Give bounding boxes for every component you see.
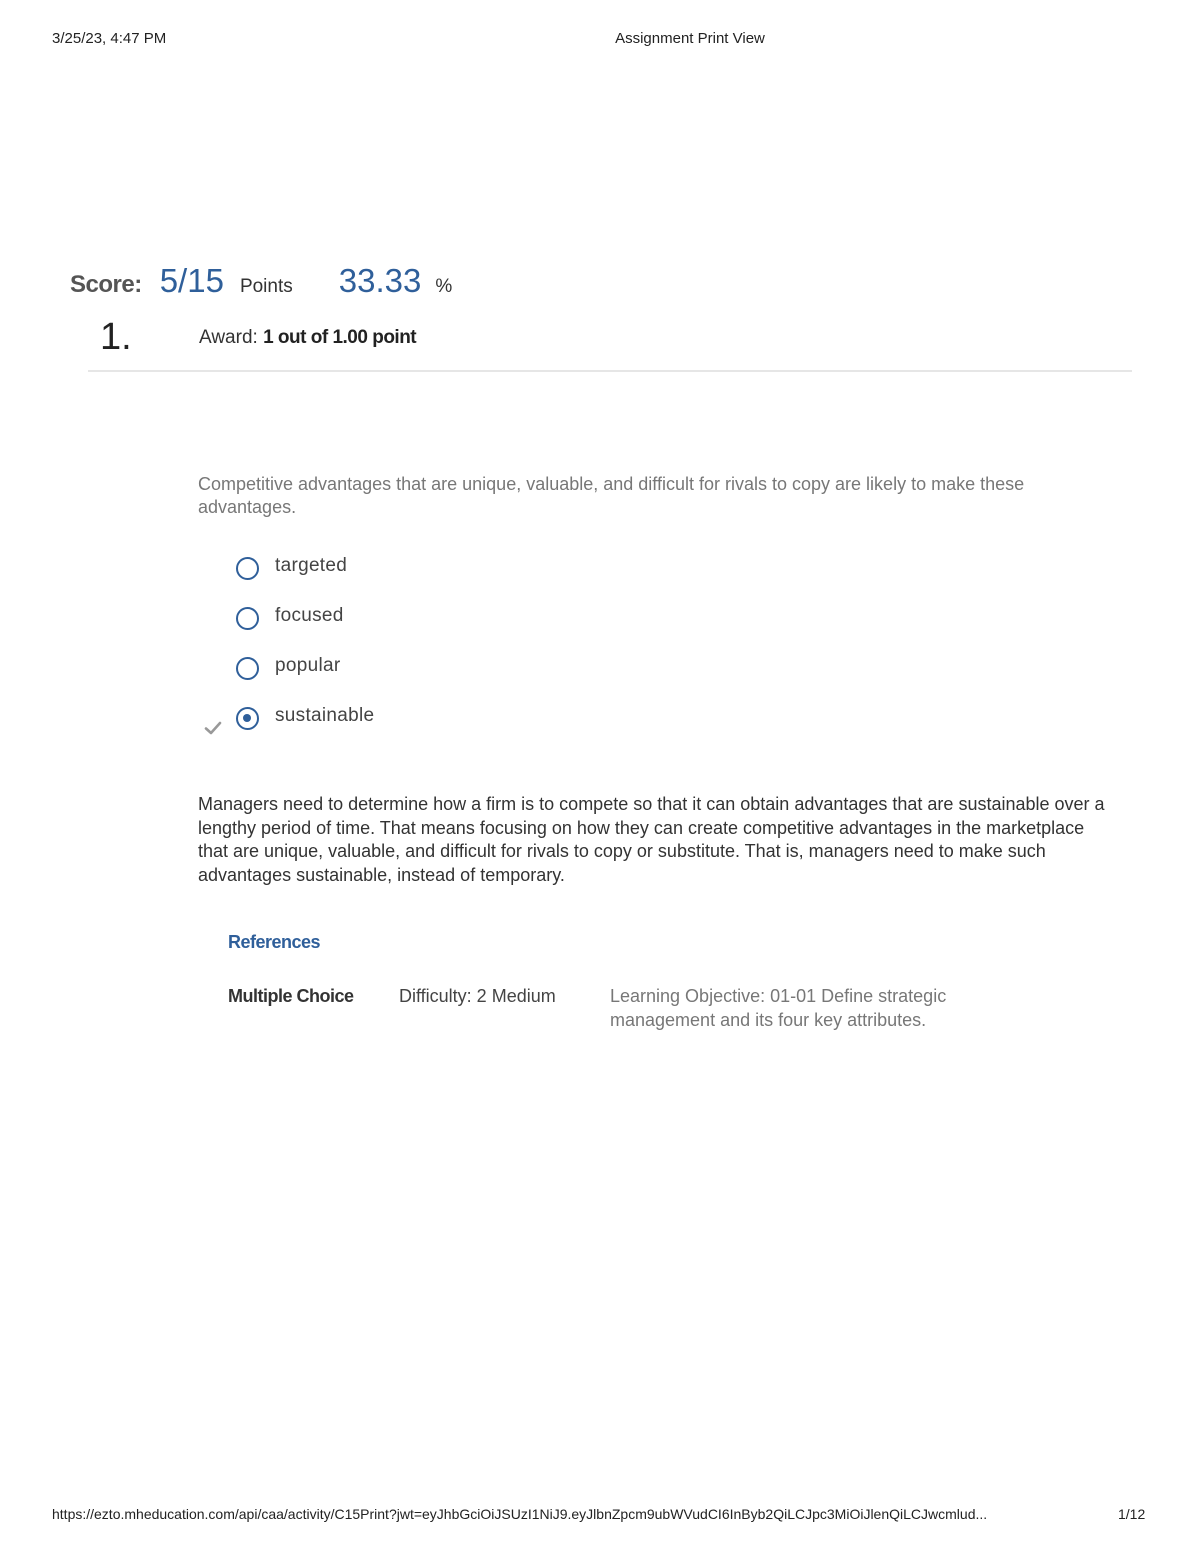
- print-date: 3/25/23, 4:47 PM: [52, 30, 167, 47]
- score-percent-unit: %: [435, 276, 453, 297]
- radio-button[interactable]: [236, 607, 259, 630]
- score-points: 5/15: [159, 262, 224, 299]
- print-url: https://ezto.mheducation.com/api/caa/activity/C15Print?jwt=eyJhbGciOiJSUzI1NiJ9.eyJlbnZpcm9ubWVudCI6InByb2QiLCJpc3MiOiJlenQiLCJwcmlud...: [52, 1506, 988, 1522]
- references-link[interactable]: References: [228, 932, 321, 952]
- award: [199, 327, 416, 349]
- learning-objective: Learning Objective: 01-01 Define strategic management and its four key attributes.: [610, 986, 947, 1030]
- divider: [88, 370, 1132, 372]
- score-percent: 33.33: [338, 262, 422, 299]
- award-value: 1 out of 1.00 point: [263, 327, 417, 348]
- radio-button-selected[interactable]: [236, 707, 259, 730]
- print-title: Assignment Print View: [615, 30, 765, 47]
- score-label: Score:: [70, 271, 142, 298]
- score-points-unit: Points: [239, 276, 293, 297]
- question-type: Multiple Choice: [228, 986, 354, 1006]
- radio-button[interactable]: [236, 657, 259, 680]
- option-label: focused: [275, 605, 344, 626]
- option-label: popular: [275, 655, 341, 676]
- difficulty: Difficulty: 2 Medium: [399, 986, 556, 1006]
- question-number: 1.: [100, 316, 132, 358]
- radio-button[interactable]: [236, 557, 259, 580]
- award-label: Award:: [199, 327, 258, 348]
- page-number: 1/12: [1118, 1506, 1146, 1522]
- option-label: sustainable: [275, 705, 375, 726]
- checkmark-icon: [204, 719, 222, 737]
- explanation-text: Managers need to determine how a firm is to compete so that it can obtain advantages that are sustainable over a lengthy period of time. That means focusing on how they can create competitive advantages in the marketplace that are unique, valuable, and difficult for rivals to copy or substitute. That is, managers need to make such advantages sustainable, instead of temporary.: [198, 794, 1105, 885]
- option-label: targeted: [275, 555, 348, 576]
- question-text: Competitive advantages that are unique, valuable, and difficult for rivals to copy are likely to make these advantages.: [198, 474, 1025, 517]
- score-summary: [70, 262, 452, 300]
